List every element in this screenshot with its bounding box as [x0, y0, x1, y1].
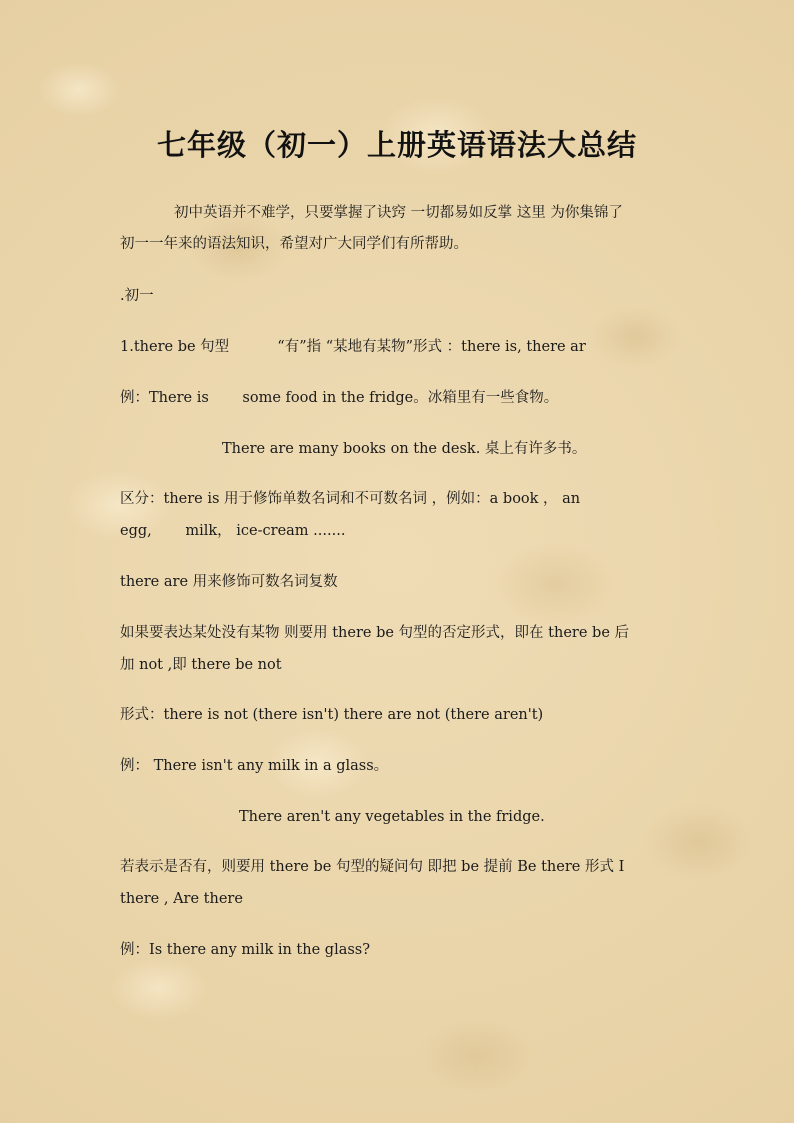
- example-line-1: 例：There is some food in the fridge。冰箱里有一些食物。: [120, 390, 559, 406]
- intro-line-2: 初一一年来的语法知识，希望对广大同学们有所帮助。: [120, 236, 468, 252]
- there-are-note: there are 用来修饰可数名词复数: [120, 574, 338, 590]
- page-title: 七年级（初一）上册英语语法大总结: [156, 128, 637, 162]
- distinction-line-1: 区分：there is 用于修饰单数名词和不可数名词 ，例如：a book ， an: [120, 491, 581, 507]
- intro-line-1: 初中英语并不难学，只要掌握了诀窍 一切都易如反掌 这里 为你集锦了: [174, 205, 623, 221]
- distinction-line-2: egg, milk， ice-cream .......: [120, 523, 346, 539]
- negative-line-2: 加 not ,即 there be not: [120, 657, 282, 673]
- question-line-1: 若表示是否有，则要用 there be 句型的疑问句 即把 be 提前 Be there 形式 I: [120, 859, 625, 875]
- item-1-heading: 1.there be 句型 “有”指 “某地有某物”形式 ：there is, there ar: [120, 339, 586, 355]
- question-example: 例：Is there any milk in the glass?: [120, 942, 371, 958]
- negative-form: 形式：there is not (there isn't) there are not (there aren't): [120, 707, 544, 723]
- question-line-2: there , Are there: [120, 891, 243, 907]
- negative-example-1: 例： There isn't any milk in a glass。: [120, 758, 389, 774]
- negative-example-2: There aren't any vegetables in the fridge.: [239, 809, 545, 825]
- example-line-2: There are many books on the desk. 桌上有许多书。: [222, 441, 587, 457]
- negative-line-1: 如果要表达某处没有某物 则要用 there be 句型的否定形式，即在 there be 后: [120, 625, 630, 641]
- section-label: .初一: [120, 288, 154, 304]
